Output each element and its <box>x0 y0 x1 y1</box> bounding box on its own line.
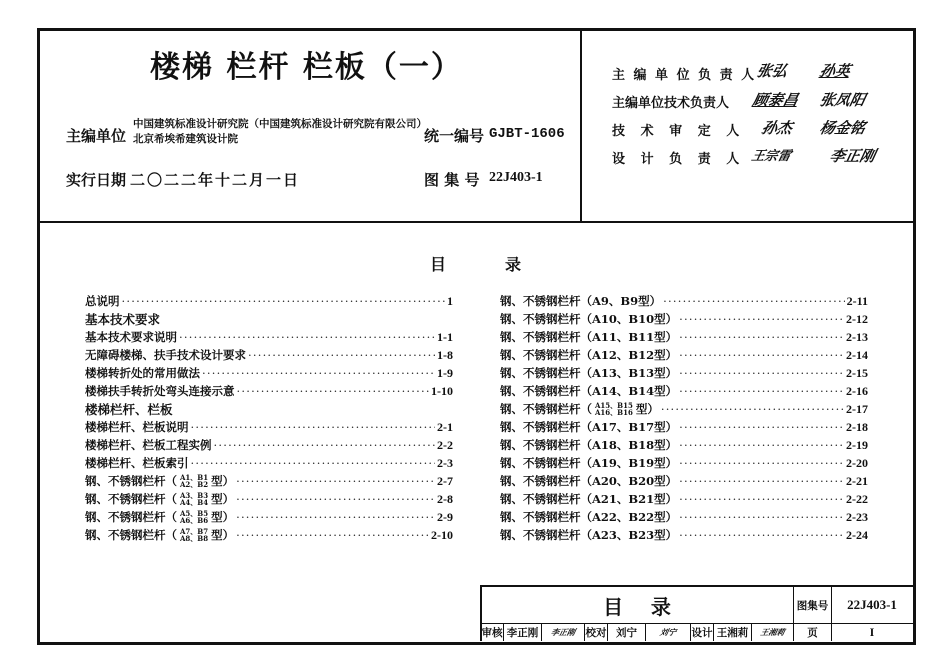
toc-page: 2-23 <box>846 509 868 524</box>
checker-name: 刘宁 <box>616 627 637 639</box>
leader-dots <box>679 330 844 344</box>
leader-dots <box>248 348 435 362</box>
page-label: 页 <box>807 627 818 639</box>
leader-dots <box>122 294 446 308</box>
leader-dots <box>237 384 430 398</box>
leader-dots <box>679 420 844 434</box>
leader-dots <box>191 456 436 470</box>
toc-item[interactable]: 钢、不锈钢栏杆（A14、B14型） ····· 2-16 <box>500 382 868 400</box>
toc-page: 2-10 <box>431 527 453 542</box>
toc-page: 1-10 <box>431 383 453 398</box>
toc-item[interactable]: 基本技术要求说明 ····· 1-1 <box>85 328 453 346</box>
toc-page: 2-9 <box>437 509 453 524</box>
page-number: I <box>869 625 875 639</box>
toc-item[interactable]: 楼梯扶手转折处弯头连接示意 ····· 1-10 <box>85 382 453 400</box>
resp-role-4: 设 计 负 责 人 <box>612 152 740 167</box>
leader-dots <box>679 312 844 326</box>
check-label: 校对 <box>585 627 607 639</box>
leader-dots <box>236 510 435 524</box>
toc-item[interactable]: 钢、不锈钢栏杆（ A3、B3 A4、B4 型） ····· 2-8 <box>85 490 453 508</box>
atlas-no-label: 图 集 号 <box>424 171 480 189</box>
leader-dots <box>679 510 844 524</box>
leader-dots <box>663 294 845 308</box>
toc-page: 2-18 <box>846 419 868 434</box>
signature: 孙杰 <box>759 119 794 137</box>
signature: 张凤阳 <box>817 91 867 109</box>
atlas-no-label: 图集号 <box>796 599 829 612</box>
toc-section-heading: 基本技术要求 <box>85 312 161 327</box>
unified-no-value: GJBT-1606 <box>489 126 565 142</box>
toc-page: 2-7 <box>437 473 453 488</box>
reviewer-signature: 李正刚 <box>550 627 577 637</box>
signature: 杨金铭 <box>817 119 867 137</box>
leader-dots <box>679 366 844 380</box>
toc-page: 2-1 <box>437 419 453 434</box>
unified-no-label: 统一编号 <box>424 127 485 145</box>
toc-item[interactable]: 钢、不锈钢栏杆（A19、B19型） ····· 2-20 <box>500 454 868 472</box>
toc-item[interactable]: 钢、不锈钢栏杆（ A1、B1 A2、B2 型） ····· 2-7 <box>85 472 453 490</box>
toc-item[interactable]: 钢、不锈钢栏杆（A23、B23型） ····· 2-24 <box>500 526 868 544</box>
toc-item[interactable]: 钢、不锈钢栏杆（A22、B22型） ····· 2-23 <box>500 508 868 526</box>
toc-item[interactable]: 钢、不锈钢栏杆（A20、B20型） ····· 2-21 <box>500 472 868 490</box>
toc-page: 2-17 <box>846 401 868 416</box>
type-stack: A15、B15 A16、B16 <box>595 401 633 417</box>
toc-item[interactable]: 钢、不锈钢栏杆（ A7、B7 A8、B8 型） ····· 2-10 <box>85 526 453 544</box>
toc-item[interactable]: 钢、不锈钢栏杆（A11、B11型） ····· 2-13 <box>500 328 868 346</box>
toc-item[interactable]: 钢、不锈钢栏杆（ A5、B5 A6、B6 型） ····· 2-9 <box>85 508 453 526</box>
toc-page: 2-19 <box>846 437 868 452</box>
leader-dots <box>679 348 844 362</box>
toc-heading-right: 录 <box>505 255 522 274</box>
toc-item[interactable]: 楼梯栏杆、栏板说明 ····· 2-1 <box>85 418 453 436</box>
toc-page: 1 <box>447 293 453 308</box>
leader-dots <box>679 384 844 398</box>
type-stack: A1、B1 A2、B2 <box>180 473 209 489</box>
toc-page: 2-3 <box>437 455 453 470</box>
toc-page: 2-11 <box>846 293 868 308</box>
leader-dots <box>679 492 844 506</box>
checker-signature: 刘宁 <box>659 627 678 637</box>
date-value: 二〇二二年十二月一日 <box>130 171 301 189</box>
toc-heading-left: 目 <box>430 255 447 274</box>
leader-dots <box>679 456 844 470</box>
toc-page: 2-8 <box>437 491 453 506</box>
header-divider <box>37 221 913 223</box>
toc-item[interactable]: 楼梯转折处的常用做法 ····· 1-9 <box>85 364 453 382</box>
leader-dots <box>236 528 429 542</box>
toc-right-column <box>500 292 868 544</box>
leader-dots <box>202 366 435 380</box>
toc-item[interactable]: 楼梯栏杆、栏板索引 ····· 2-3 <box>85 454 453 472</box>
drawing-title: 目 录 <box>603 594 671 619</box>
toc-page: 2-24 <box>846 527 868 542</box>
atlas-no-value: 22J403-1 <box>489 170 543 185</box>
leader-dots <box>191 420 436 434</box>
resp-role-1: 主 编 单 位 负 责 人 <box>612 68 757 83</box>
type-stack: A3、B3 A4、B4 <box>180 491 209 507</box>
type-stack: A5、B5 A6、B6 <box>180 509 209 525</box>
toc-item[interactable]: 钢、不锈钢栏杆（A12、B12型） ····· 2-14 <box>500 346 868 364</box>
type-stack: A7、B7 A8、B8 <box>180 527 209 543</box>
signature: 李正刚 <box>827 147 877 165</box>
toc-item[interactable]: 钢、不锈钢栏杆（A10、B10型） ····· 2-12 <box>500 310 868 328</box>
toc-item[interactable]: 钢、不锈钢栏杆（A21、B21型） ····· 2-22 <box>500 490 868 508</box>
toc-page: 1-1 <box>437 329 453 344</box>
date-label: 实行日期 <box>66 171 127 189</box>
toc-page: 1-9 <box>437 365 453 380</box>
toc-page: 2-16 <box>846 383 868 398</box>
toc-page: 2-2 <box>437 437 453 452</box>
editor-line-2: 北京希埃希建筑设计院 <box>133 133 238 145</box>
toc-item[interactable]: 钢、不锈钢栏杆（A18、B18型） ····· 2-19 <box>500 436 868 454</box>
toc-item[interactable]: 总说明 ····· 1 <box>85 292 453 310</box>
editor-line-1: 中国建筑标准设计研究院（中国建筑标准设计研究院有限公司） <box>133 118 427 130</box>
toc-item[interactable]: 无障碍楼梯、扶手技术设计要求 ····· 1-8 <box>85 346 453 364</box>
signature: 张弘 <box>754 62 789 80</box>
signature: 孙英 <box>817 62 852 80</box>
reviewer-name: 李正刚 <box>506 627 539 639</box>
signature: 王宗雷 <box>749 149 793 164</box>
header-column-divider <box>580 28 582 222</box>
review-label: 审核 <box>481 627 503 639</box>
designer-signature: 王湘莉 <box>759 627 786 637</box>
toc-section-heading: 楼梯栏杆、栏板 <box>85 402 173 417</box>
toc-page: 2-15 <box>846 365 868 380</box>
atlas-title: 楼梯 栏杆 栏板（一） <box>150 50 463 85</box>
signature: 顾泰昌 <box>750 91 800 109</box>
leader-dots <box>679 474 844 488</box>
toc-page: 2-12 <box>846 311 868 326</box>
designer-name: 王湘莉 <box>716 627 749 639</box>
toc-page: 2-21 <box>846 473 868 488</box>
toc-page: 2-13 <box>846 329 868 344</box>
toc-item[interactable]: 钢、不锈钢栏杆（A13、B13型） ····· 2-15 <box>500 364 868 382</box>
toc-page: 2-20 <box>846 455 868 470</box>
leader-dots <box>661 402 844 416</box>
resp-role-3: 技 术 审 定 人 <box>612 124 740 139</box>
toc-left-column <box>85 292 453 544</box>
editor-label: 主编单位 <box>66 127 127 145</box>
resp-role-2: 主编单位技术负责人 <box>612 96 730 111</box>
leader-dots <box>179 330 435 344</box>
toc-page: 1-8 <box>437 347 453 362</box>
toc-item[interactable]: 钢、不锈钢栏杆（A17、B17型） ····· 2-18 <box>500 418 868 436</box>
toc-item[interactable]: 钢、不锈钢栏杆（A9、B9型） ····· 2-11 <box>500 292 868 310</box>
leader-dots <box>214 438 436 452</box>
toc-page: 2-22 <box>846 491 868 506</box>
toc-item[interactable]: 钢、不锈钢栏杆（ A15、B15 A16、B16 型） ····· 2-17 <box>500 400 868 418</box>
leader-dots <box>679 438 844 452</box>
leader-dots <box>679 528 844 542</box>
design-label: 设计 <box>691 627 713 639</box>
toc-item[interactable]: 楼梯栏杆、栏板工程实例 ····· 2-2 <box>85 436 453 454</box>
leader-dots <box>236 474 435 488</box>
leader-dots <box>236 492 435 506</box>
atlas-no-value: 22J403-1 <box>847 597 897 612</box>
toc-page: 2-14 <box>846 347 868 362</box>
